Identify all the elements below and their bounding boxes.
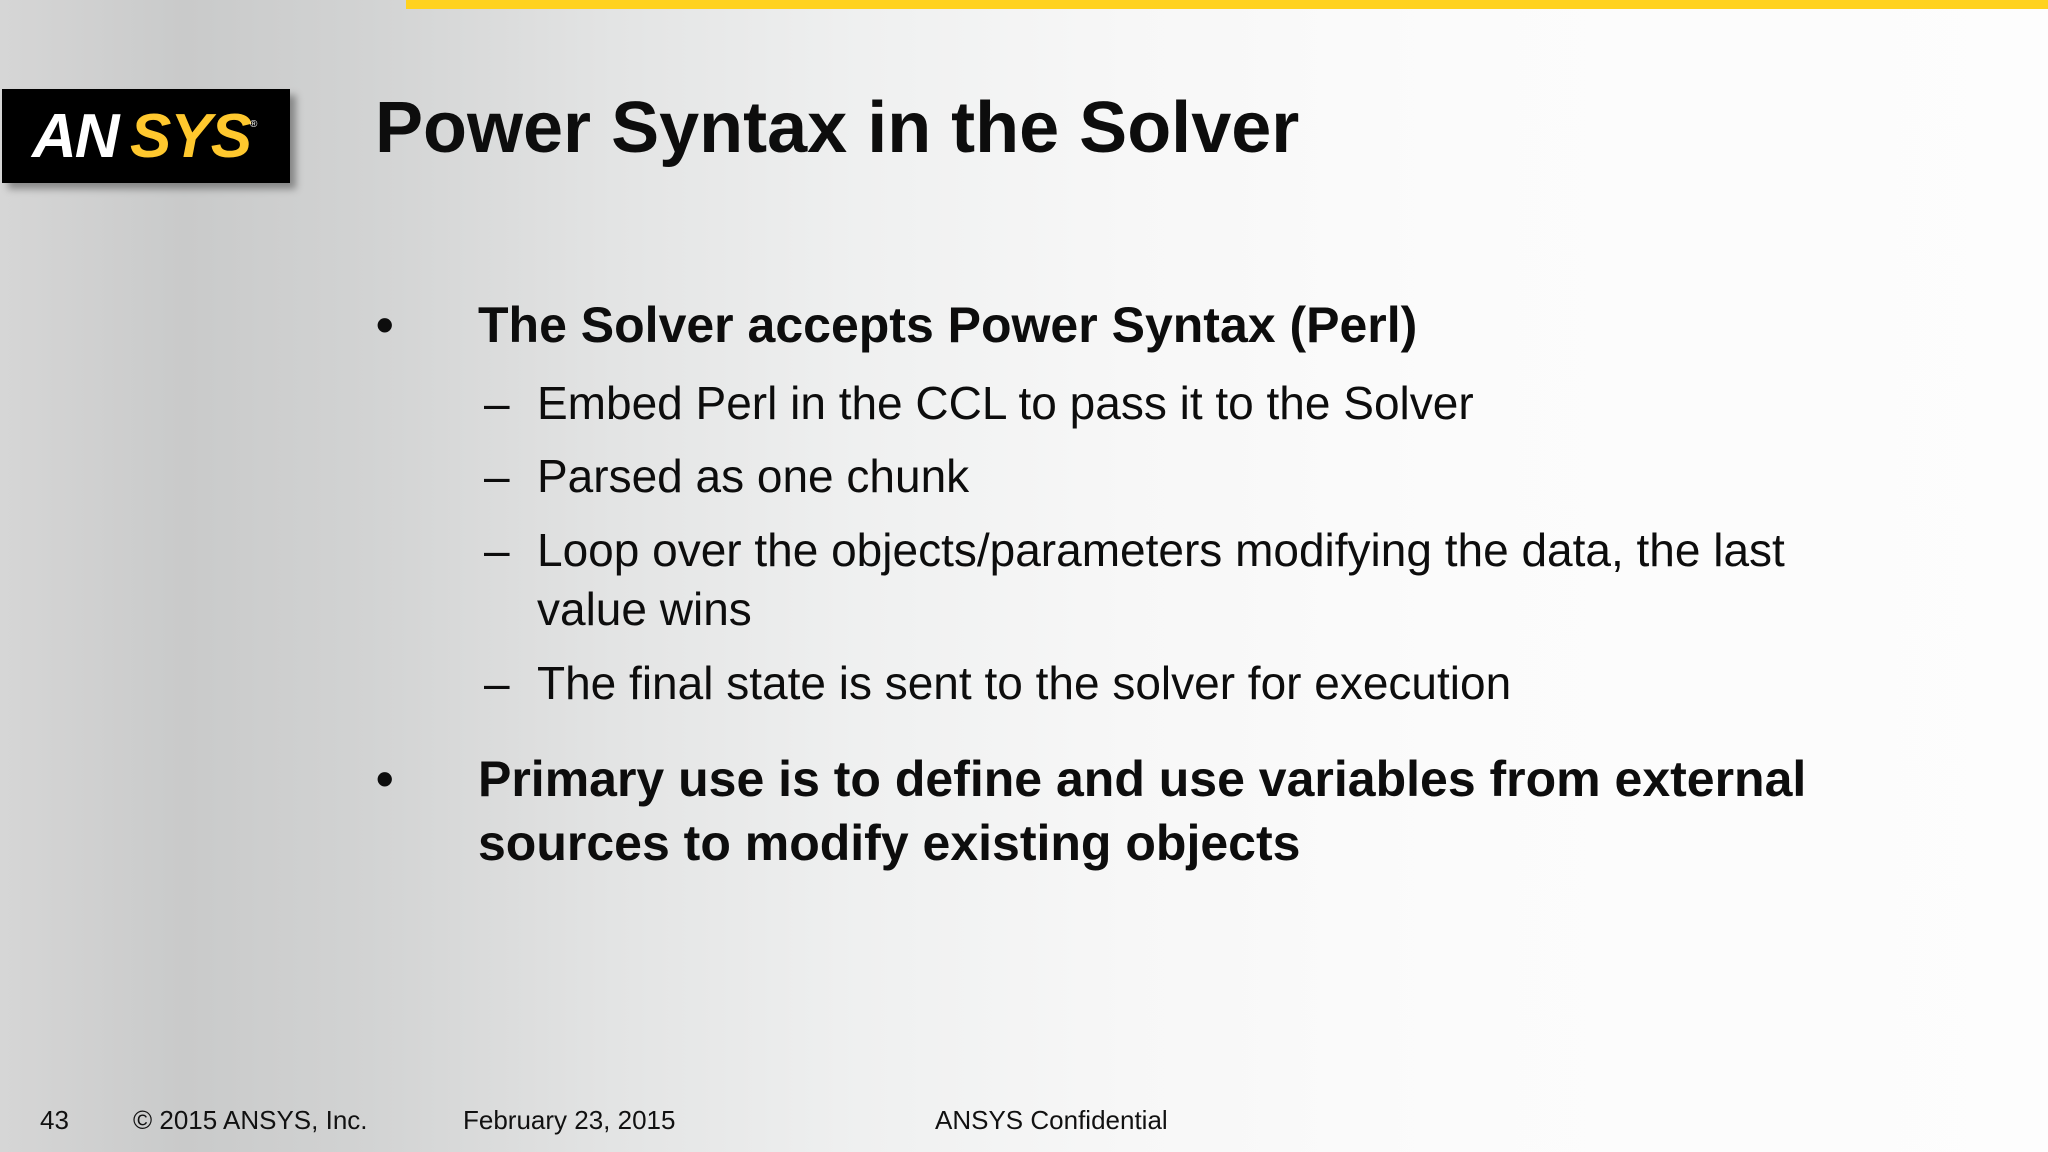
copyright-text: © 2015 ANSYS, Inc. bbox=[133, 1105, 368, 1135]
logo-letters-sys: SYS bbox=[130, 105, 252, 167]
footer-date: February 23, 2015 bbox=[463, 1105, 676, 1135]
sub-bullet-text: Loop over the objects/parameters modifying the data, the last bbox=[537, 524, 1785, 576]
logo-letters-an: AN bbox=[32, 105, 118, 167]
dash-marker: – bbox=[484, 450, 510, 502]
dash-marker: – bbox=[484, 377, 510, 429]
bullet-text: sources to modify existing objects bbox=[478, 815, 1301, 871]
bullet-text: The Solver accepts Power Syntax (Perl) bbox=[478, 297, 1418, 353]
bullet-marker: • bbox=[376, 297, 394, 353]
bullet-marker: • bbox=[376, 751, 394, 807]
confidential-label: ANSYS Confidential bbox=[935, 1105, 1168, 1135]
dash-marker: – bbox=[484, 524, 510, 576]
dash-marker: – bbox=[484, 657, 510, 709]
sub-bullet-text: The final state is sent to the solver for execution bbox=[537, 657, 1512, 709]
page-number: 43 bbox=[40, 1105, 69, 1135]
bullet-text: Primary use is to define and use variables from external bbox=[478, 751, 1807, 807]
registered-mark: ® bbox=[250, 119, 258, 130]
sub-bullet-text: value wins bbox=[537, 583, 752, 635]
sub-bullet-text: Parsed as one chunk bbox=[537, 450, 970, 502]
sub-bullet-text: Embed Perl in the CCL to pass it to the Solver bbox=[537, 377, 1474, 429]
slide-title: Power Syntax in the Solver bbox=[375, 88, 1300, 168]
